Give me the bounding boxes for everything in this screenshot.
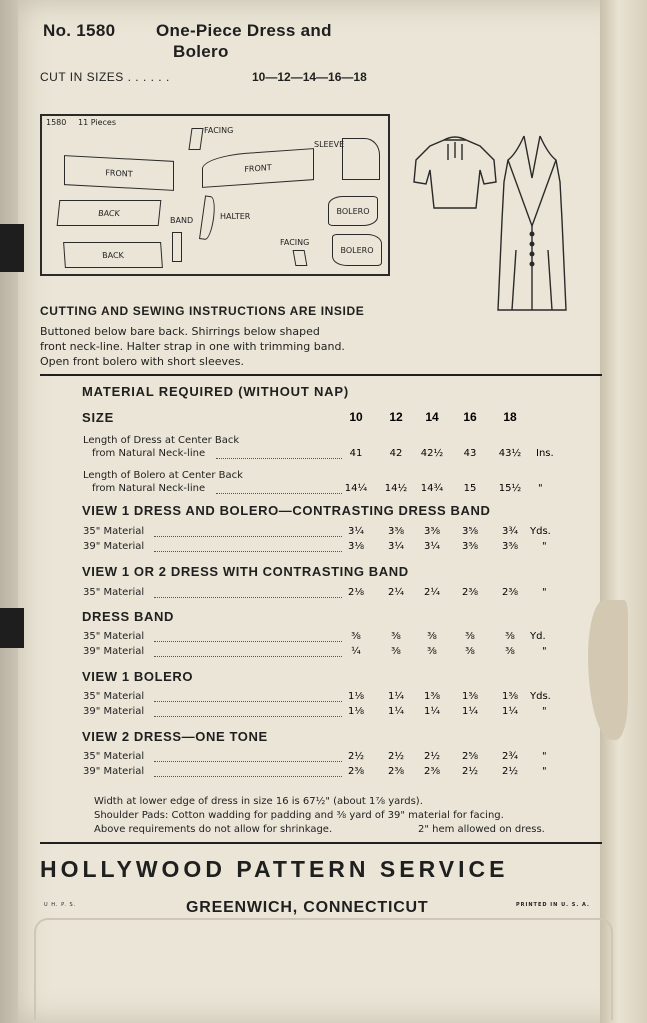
row-value: 2⅝ xyxy=(461,751,479,762)
length-bolero-unit: " xyxy=(538,483,543,494)
size-col-16: 16 xyxy=(463,410,477,424)
cut-in-sizes-values: 10—12—14—16—18 xyxy=(252,70,367,84)
row-value: 3⅛ xyxy=(347,541,365,552)
divider-top xyxy=(40,374,602,376)
row-value: 2⅜ xyxy=(423,766,441,777)
description-line-1: Buttoned below bare back. Shirrings below shaped xyxy=(40,325,320,338)
length-bolero-value: 15½ xyxy=(498,483,522,494)
row-value: 2½ xyxy=(347,751,365,762)
length-bolero-line1: Length of Bolero at Center Back xyxy=(83,470,243,481)
instructions-heading: CUTTING AND SEWING INSTRUCTIONS ARE INSIDE xyxy=(40,304,365,318)
row-label: 39" Material xyxy=(83,646,145,657)
front-left-label: FRONT xyxy=(105,167,133,179)
row-value: 3¼ xyxy=(423,541,441,552)
row-value: 3⅜ xyxy=(501,541,519,552)
row-value: 2½ xyxy=(501,766,519,777)
length-dress-line2: from Natural Neck-line xyxy=(92,448,206,459)
length-bolero-line2: from Natural Neck-line xyxy=(92,483,206,494)
row-value: 2¼ xyxy=(387,587,405,598)
sleeve-label: SLEEVE xyxy=(314,140,345,149)
halter-label: HALTER xyxy=(220,212,251,221)
divider-bottom xyxy=(40,842,602,844)
bolero-back-sketch xyxy=(414,137,496,208)
section-title: VIEW 1 BOLERO xyxy=(82,669,194,684)
row-value: 1¼ xyxy=(387,691,405,702)
leader-dots xyxy=(154,716,342,717)
bolero-bottom-label: BOLERO xyxy=(340,245,374,255)
row-label: 39" Material xyxy=(83,541,145,552)
leader-dots xyxy=(216,493,342,494)
bolero-piece-bottom xyxy=(332,234,382,266)
row-value: 2⅜ xyxy=(387,766,405,777)
diagram-piece-count: 11 Pieces xyxy=(78,118,117,127)
material-heading: MATERIAL REQUIRED (WITHOUT NAP) xyxy=(82,384,349,399)
length-dress-value: 42½ xyxy=(420,448,444,459)
description-line-2: front neck-line. Halter strap in one with trimming band. xyxy=(40,340,345,353)
row-value: 1⅜ xyxy=(423,691,441,702)
bolero-piece-top xyxy=(328,196,378,226)
row-value: 2⅜ xyxy=(501,587,519,598)
row-value: ⅜ xyxy=(351,631,361,642)
length-bolero-value: 14½ xyxy=(384,483,408,494)
row-unit: " xyxy=(542,706,547,717)
back-piece-bottom xyxy=(63,242,163,268)
sleeve-piece xyxy=(342,138,380,180)
row-unit: Yd. xyxy=(530,631,546,642)
row-value: 1¼ xyxy=(423,706,441,717)
length-dress-line1: Length of Dress at Center Back xyxy=(83,435,240,446)
section-title: VIEW 2 DRESS—ONE TONE xyxy=(82,729,268,744)
front-right-label: FRONT xyxy=(244,162,272,174)
row-value: ⅜ xyxy=(505,631,515,642)
row-value: ⅜ xyxy=(427,631,437,642)
leader-dots xyxy=(154,656,342,657)
row-value: 1¼ xyxy=(501,706,519,717)
row-value: 2⅜ xyxy=(347,766,365,777)
front-piece-right xyxy=(202,148,314,188)
row-value: ⅜ xyxy=(427,646,437,657)
row-value: ⅜ xyxy=(391,646,401,657)
row-label: 35" Material xyxy=(83,587,145,598)
leader-dots xyxy=(154,761,342,762)
facing-piece xyxy=(188,128,203,150)
facing-bottom-piece xyxy=(293,250,308,266)
row-value: ⅜ xyxy=(465,646,475,657)
row-unit: Yds. xyxy=(530,691,551,702)
envelope-pocket-outline xyxy=(34,918,613,1020)
row-value: 1¼ xyxy=(387,706,405,717)
row-value: 2¾ xyxy=(501,751,519,762)
length-dress-value: 42 xyxy=(389,448,403,459)
note-shoulder-pads: Shoulder Pads: Cotton wadding for padding and ⅜ yard of 39" material for facing. xyxy=(94,810,504,821)
length-dress-value: 41 xyxy=(349,448,363,459)
halter-piece xyxy=(199,195,217,240)
pattern-title-line2: Bolero xyxy=(173,42,229,61)
row-value: ⅜ xyxy=(391,631,401,642)
row-value: 1¼ xyxy=(461,706,479,717)
note-hem: 2" hem allowed on dress. xyxy=(418,824,545,835)
size-col-18: 18 xyxy=(503,410,517,424)
scan-tab-mark xyxy=(0,608,24,648)
length-bolero-value: 14¼ xyxy=(344,483,368,494)
section-title: DRESS BAND xyxy=(82,609,174,624)
printed-in-usa: PRINTED IN U. S. A. xyxy=(516,902,590,908)
row-value: 3⅜ xyxy=(461,541,479,552)
row-value: 3¼ xyxy=(387,541,405,552)
leader-dots xyxy=(154,536,342,537)
size-col-12: 12 xyxy=(389,410,403,424)
note-width: Width at lower edge of dress in size 16 is 67½" (about 1⅞ yards). xyxy=(94,796,423,807)
row-value: 1⅜ xyxy=(461,691,479,702)
diagram-code: 1580 xyxy=(46,118,67,127)
row-value: 2½ xyxy=(461,766,479,777)
row-unit: " xyxy=(542,587,547,598)
band-piece xyxy=(172,232,182,262)
row-value: 3¼ xyxy=(347,526,365,537)
row-value: 2½ xyxy=(387,751,405,762)
back-bottom-label: BACK xyxy=(101,250,125,260)
row-unit: " xyxy=(542,646,547,657)
length-bolero-value: 15 xyxy=(463,483,477,494)
row-label: 35" Material xyxy=(83,631,145,642)
row-unit: Yds. xyxy=(530,526,551,537)
row-value: 3⅝ xyxy=(461,526,479,537)
publisher-city: GREENWICH, CONNECTICUT xyxy=(186,899,429,916)
band-label: BAND xyxy=(170,216,194,225)
row-label: 39" Material xyxy=(83,706,145,717)
length-dress-value: 43 xyxy=(463,448,477,459)
row-value: 3¾ xyxy=(501,526,519,537)
row-unit: " xyxy=(542,541,547,552)
row-value: 2½ xyxy=(423,751,441,762)
back-top-label: BACK xyxy=(97,208,121,218)
section-title: VIEW 1 DRESS AND BOLERO—CONTRASTING DRESS BAND xyxy=(82,503,491,518)
leader-dots xyxy=(154,701,342,702)
length-dress-value: 43½ xyxy=(498,448,522,459)
row-label: 35" Material xyxy=(83,691,145,702)
leader-dots xyxy=(154,551,342,552)
row-unit: " xyxy=(542,766,547,777)
leader-dots xyxy=(154,776,342,777)
facing-bottom-label: FACING xyxy=(280,238,310,247)
envelope-flap-edge xyxy=(600,0,647,1023)
brand-name: HOLLYWOOD PATTERN SERVICE xyxy=(40,856,509,882)
union-mark: U H. P. S. xyxy=(44,902,77,908)
row-value: ⅜ xyxy=(505,646,515,657)
row-value: 2⅜ xyxy=(461,587,479,598)
section-title: VIEW 1 OR 2 DRESS WITH CONTRASTING BAND xyxy=(82,564,409,579)
row-value: ¼ xyxy=(351,646,361,657)
row-value: 1⅜ xyxy=(501,691,519,702)
front-piece-left xyxy=(64,155,174,191)
row-label: 35" Material xyxy=(83,751,145,762)
row-value: 1⅛ xyxy=(347,706,365,717)
bolero-top-label: BOLERO xyxy=(336,206,370,216)
note-shrinkage: Above requirements do not allow for shrinkage. xyxy=(94,824,333,835)
row-value: 3⅜ xyxy=(387,526,405,537)
row-value: 3⅜ xyxy=(423,526,441,537)
scan-tab-mark xyxy=(0,224,24,272)
leader-dots xyxy=(154,641,342,642)
pattern-number: No. 1580 xyxy=(43,21,116,40)
facing-label: FACING xyxy=(204,126,234,135)
size-col-14: 14 xyxy=(425,410,439,424)
row-value: 1⅛ xyxy=(347,691,365,702)
description-line-3: Open front bolero with short sleeves. xyxy=(40,355,245,368)
size-col-10: 10 xyxy=(349,410,363,424)
row-value: ⅜ xyxy=(465,631,475,642)
garment-illustrations xyxy=(404,130,588,316)
cut-in-sizes-label: CUT IN SIZES . . . . . . xyxy=(40,70,170,84)
row-value: 2⅛ xyxy=(347,587,365,598)
pattern-pieces-diagram xyxy=(40,114,390,276)
row-unit: " xyxy=(542,751,547,762)
leader-dots xyxy=(216,458,342,459)
row-value: 2¼ xyxy=(423,587,441,598)
length-bolero-value: 14¾ xyxy=(420,483,444,494)
back-piece-top xyxy=(57,200,162,226)
row-label: 39" Material xyxy=(83,766,145,777)
row-label: 35" Material xyxy=(83,526,145,537)
size-label: SIZE xyxy=(82,410,115,425)
dress-back-sketch xyxy=(498,136,566,310)
leader-dots xyxy=(154,597,342,598)
length-dress-unit: Ins. xyxy=(536,448,554,459)
pattern-title-line1: One-Piece Dress and xyxy=(156,21,332,40)
